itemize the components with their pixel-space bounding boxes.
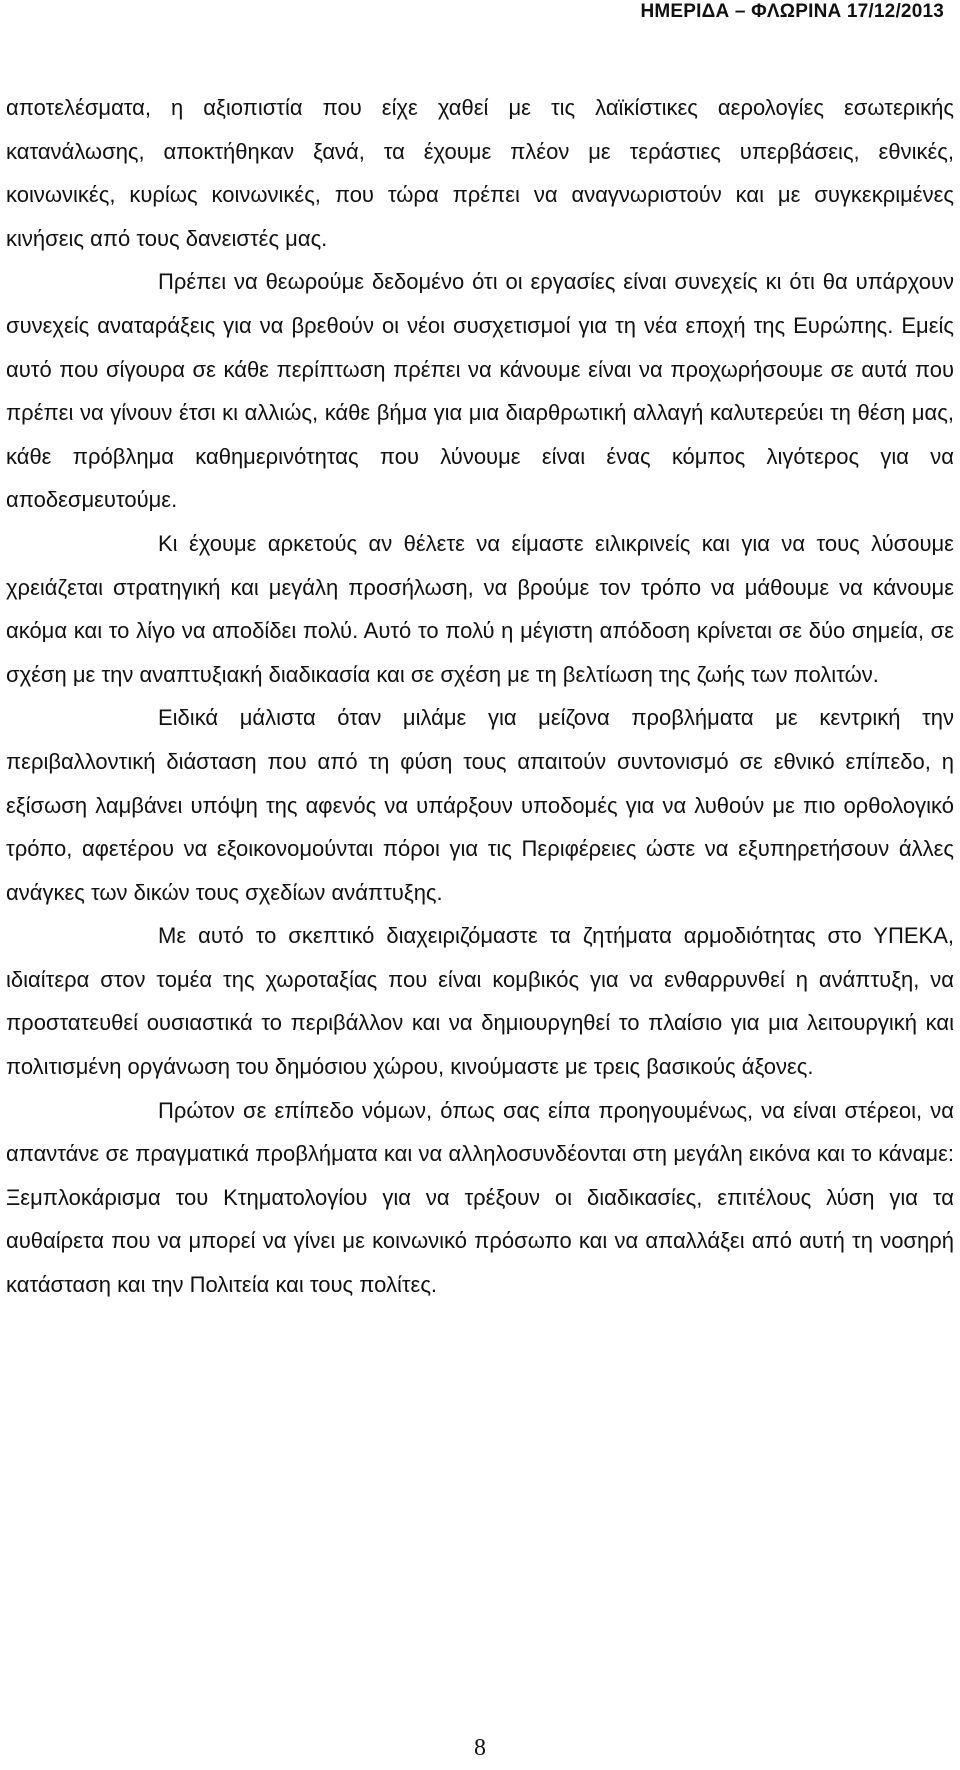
paragraph-2: Πρέπει να θεωρούμε δεδομένο ότι οι εργασίες είναι συνεχείς κι ότι θα υπάρχουν συνεχείς αναταράξεις για να βρεθούν οι νέοι συσχετισμοί για τη νέα εποχή της Ευρώπης. Εμείς αυτό που σίγουρα σε κάθε περίπτωση πρέπει να κάνουμε είναι να προχωρήσουμε σε αυτά που πρέπει να γίνουν έτσι κι αλλιώς, κάθε βήμα για μια διαρθρωτική αλλαγή καλυτερεύει τη θέση μας, κάθε πρόβλημα καθημερινότητας που λύνουμε είναι ένας κόμπος λιγότερος για να αποδεσμευτούμε. [6,269,954,513]
paragraph-6: Πρώτον σε επίπεδο νόμων, όπως σας είπα προηγουμένως, να είναι στέρεοι, να απαντάνε σε πραγματικά προβλήματα και να αλληλοσυνδέονται στη μεγάλη εικόνα και το κάναμε: Ξεμπλοκάρισμα του Κτηματολογίου για να τρέξουν οι διαδικασίες, επιτέλους λύση για τα αυθαίρετα που να μπορεί να γίνει με κοινωνικό πρόσωπο και να απαλλάξει από αυτή τη νοσηρή κατάσταση και την Πολιτεία και τους πολίτες. [6,1097,954,1298]
paragraph-5: Με αυτό το σκεπτικό διαχειριζόμαστε τα ζητήματα αρμοδιότητας στο ΥΠΕΚΑ, ιδιαίτερα στον τομέα της χωροταξίας που είναι κομβικός για να ενθαρρυνθεί η ανάπτυξη, να προστατευθεί ουσιαστικά το περιβάλλον και να δημιουργηθεί το πλαίσιο για μια λειτουργική και πολιτισμένη οργάνωση του δημόσιου χώρου, κινούμαστε με τρεις βασικούς άξονες. [6,923,954,1080]
paragraph-3: Κι έχουμε αρκετούς αν θέλετε να είμαστε ειλικρινείς και για να τους λύσουμε χρειάζεται στρατηγική και μεγάλη προσήλωση, να βρούμε τον τρόπο να μάθουμε να κάνουμε ακόμα και το λίγο να αποδίδει πολύ. Αυτό το πολύ η μέγιστη απόδοση κρίνεται σε δύο σημεία, σε σχέση με την αναπτυξιακή διαδικασία και σε σχέση με τη βελτίωση της ζωής των πολιτών. [6,530,954,687]
paragraph-4: Ειδικά μάλιστα όταν μιλάμε για μείζονα προβλήματα με κεντρική την περιβαλλοντική διάσταση που από τη φύση τους απαιτούν συντονισμό σε εθνικό επίπεδο, η εξίσωση λαμβάνει υπόψη της αφενός να υπάρξουν υποδομές για να λυθούν με πιο ορθολογικό τρόπο, αφετέρου να εξοικονομούνται πόροι για τις Περιφέρειες ώστε να εξυπηρετήσουν άλλες ανάγκες των δικών τους σχεδίων ανάπτυξης. [6,705,954,905]
page-header: ΗΜΕΡΙΔΑ – ΦΛΩΡΙΝΑ 17/12/2013 [640,1,944,22]
page-number: 8 [474,1735,486,1761]
paragraph-1: αποτελέσματα, η αξιοπιστία που είχε χαθεί με τις λαϊκίστικες αερολογίες εσωτερικής κατανάλωσης, αποκτήθηκαν ξανά, τα έχουμε πλέον με τεράστιες υπερβάσεις, εθνικές, κοινωνικές, κυρίως κοινωνικές, που τώρα πρέπει να αναγνωριστούν και με συγκεκριμένες κινήσεις από τους δανειστές μας. [6,95,954,251]
document-body [6,86,954,1307]
